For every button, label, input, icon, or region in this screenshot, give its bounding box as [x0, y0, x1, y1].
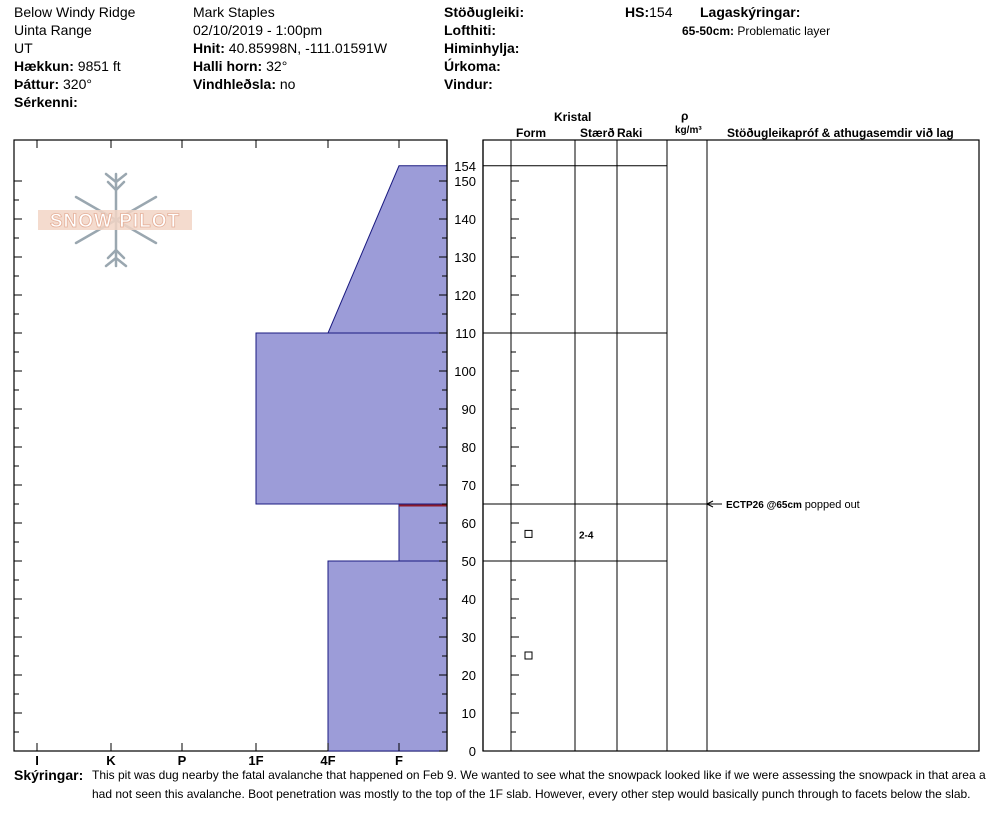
elevation-label: Hækkun: — [14, 58, 74, 74]
table-frame — [483, 140, 979, 751]
height-tick-label: 90 — [461, 402, 476, 417]
height-tick-label: 0 — [468, 744, 476, 759]
hardness-tick-label: 4F — [320, 753, 336, 768]
specifics-label: Sérkenni: — [14, 94, 78, 110]
hardness-layer — [328, 166, 447, 333]
coords-label: Hnit: — [193, 40, 225, 56]
height-tick-label: 50 — [461, 554, 476, 569]
rho-header: ρ — [681, 109, 689, 123]
observer: Mark Staples — [193, 4, 275, 20]
air-temp-label: Lofthiti: — [444, 22, 497, 38]
layer-note-range: 65-50cm: — [682, 24, 735, 38]
hs-label: HS: — [625, 4, 650, 20]
mountain-range: Uinta Range — [14, 22, 92, 38]
height-tick-label: 100 — [454, 364, 476, 379]
layer-note-text: Problematic layer — [737, 24, 831, 38]
hardness-tick-label: P — [177, 753, 187, 768]
coords-value: 40.85998N, -111.01591W — [228, 40, 388, 56]
hardness-layer — [256, 333, 447, 504]
aspect-label: Þáttur: — [14, 76, 60, 92]
height-tick-label: 40 — [461, 592, 476, 607]
hardness-tick-label: I — [35, 753, 39, 768]
height-tick-label: 80 — [461, 440, 476, 455]
size-header: Stærð — [580, 126, 615, 140]
height-tick-label: 60 — [461, 516, 476, 531]
grain-form-square-icon — [525, 652, 532, 659]
height-tick-label: 150 — [454, 174, 476, 189]
aspect-value: 320° — [63, 76, 92, 92]
height-tick-label: 110 — [455, 326, 476, 341]
height-tick-label: 120 — [454, 288, 476, 303]
stability-tests-header: Stöðugleikapróf & athugasemdir við lag — [727, 126, 954, 140]
wind-label: Vindur: — [444, 76, 493, 92]
height-tick-label: 140 — [454, 212, 476, 227]
logo-text: SNOW PILOT — [49, 211, 181, 232]
form-header: Form — [516, 126, 546, 140]
precip-label: Úrkoma: — [444, 58, 501, 74]
datetime: 02/10/2019 - 1:00pm — [193, 22, 323, 38]
sky-label: Himinhylja: — [444, 40, 520, 56]
height-tick-label: 130 — [454, 250, 476, 265]
elevation-value: 9851 ft — [77, 58, 121, 74]
stability-label: Stöðugleiki: — [444, 4, 525, 20]
state: UT — [14, 40, 33, 56]
hardness-tick-label: K — [106, 753, 116, 768]
grain-size-label: 2-4 — [579, 530, 594, 542]
slope-label: Halli horn: — [193, 58, 263, 74]
hardness-tick-label: F — [395, 753, 403, 768]
grain-form-square-icon — [525, 530, 532, 537]
crystal-header: Kristal — [554, 110, 592, 124]
comments-line-2: had not seen this avalanche. Boot penetration was mostly to the top of the 1F slab. However, every other step would basically punch through to facets below the slab. — [92, 787, 971, 801]
wind-loading-value: no — [279, 76, 296, 92]
height-tick-label: 10 — [461, 706, 476, 721]
comments-line-1: This pit was dug nearby the fatal avalanche that happened on Feb 9. We wanted to see what the snowpack looked like if we were assessing the snowpack in that area a — [92, 768, 986, 782]
height-tick-label: 20 — [461, 668, 476, 683]
comments-label: Skýringar: — [14, 767, 84, 783]
moisture-header: Raki — [617, 126, 643, 140]
height-tick-label: 154 — [454, 158, 476, 174]
wind-loading-label: Vindhleðsla: — [193, 76, 276, 92]
density-unit: kg/m³ — [675, 125, 702, 136]
location-name: Below Windy Ridge — [14, 4, 136, 20]
hardness-layer — [399, 504, 447, 561]
hs-value: 154 — [649, 4, 673, 20]
stability-test-label: ECTP26 @65cm popped out — [726, 499, 860, 511]
hardness-tick-label: 1F — [248, 753, 264, 768]
layer-notes-label: Lagaskýringar: — [700, 4, 801, 20]
slope-value: 32° — [266, 58, 288, 74]
height-tick-label: 70 — [461, 478, 476, 493]
height-tick-label: 30 — [461, 630, 476, 645]
hardness-layer — [328, 561, 447, 751]
